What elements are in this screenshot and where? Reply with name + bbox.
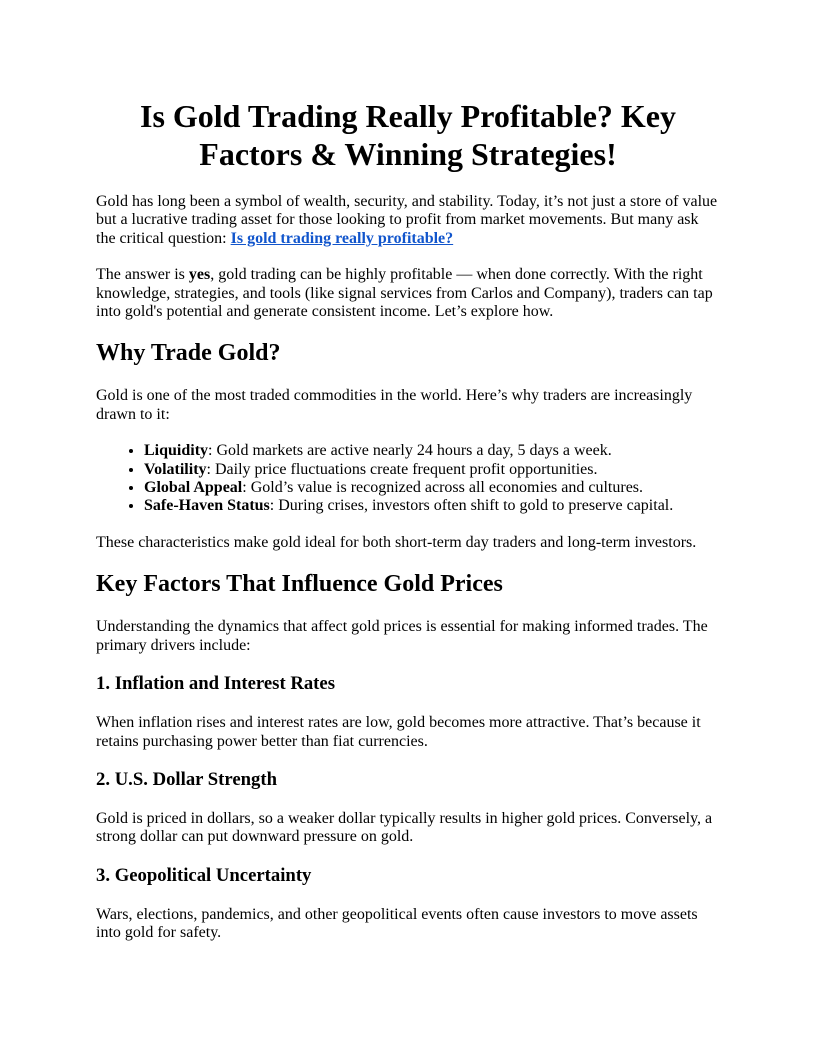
why-trade-gold-heading: Why Trade Gold? [96, 340, 281, 367]
profitable-question-link[interactable]: Is gold trading really profitable? [230, 229, 454, 247]
factor-heading-inflation: 1. Inflation and Interest Rates [96, 673, 335, 695]
list-item: • Liquidity: Gold markets are active nearly 24 hours a day, 5 days a week. [144, 442, 720, 460]
intro-text: Gold has long been a symbol of wealth, security, and stability. Today, it’s not just a store of value but a lucrative trading asset for those looking to profit from market movements. But many ask the critical question: [96, 193, 718, 247]
list-item: • Global Appeal: Gold’s value is recognized across all economies and cultures. [144, 479, 720, 497]
list-item: • Volatility: Daily price fluctuations create frequent profit opportunities. [144, 461, 720, 479]
factor-text-geopolitical: Wars, elections, pandemics, and other geopolitical events often cause investors to move assets into gold for safety. [96, 905, 698, 942]
document-page [96, 97, 720, 961]
intro-paragraph-2: The answer is yes, gold trading can be highly profitable — when done correctly. With the right knowledge, strategies, and tools (like signal services from Carlos and Company), traders can tap into gold's potential and generate consistent income. Let’s explore how. [96, 266, 713, 321]
list-item: • Safe-Haven Status: During crises, investors often shift to gold to preserve capital. [144, 497, 720, 515]
intro-paragraph-1 [96, 193, 720, 248]
factors-intro: Understanding the dynamics that affect gold prices is essential for making informed trades. The primary drivers include: [96, 618, 708, 654]
why-intro: Gold is one of the most traded commodities in the world. Here’s why traders are increasingly drawn to it: [96, 387, 693, 423]
why-list [96, 442, 720, 516]
factor-text-inflation: When inflation rises and interest rates are low, gold becomes more attractive. That’s because it retains purchasing power better than fiat currencies. [96, 714, 701, 750]
factor-text-dollar: Gold is priced in dollars, so a weaker dollar typically results in higher gold prices. Conversely, a strong dollar can put downward pressure on gold. [96, 809, 713, 846]
answer-yes: yes [188, 266, 211, 284]
factor-heading-dollar: 2. U.S. Dollar Strength [96, 768, 278, 790]
page-title: Is Gold Trading Really Profitable? Key Factors & Winning Strategies! [139, 98, 676, 172]
why-conclusion: These characteristics make gold ideal for both short-term day traders and long-term investors. [96, 533, 697, 551]
key-factors-heading: Key Factors That Influence Gold Prices [96, 571, 503, 598]
factor-heading-geopolitical: 3. Geopolitical Uncertainty [96, 864, 312, 886]
